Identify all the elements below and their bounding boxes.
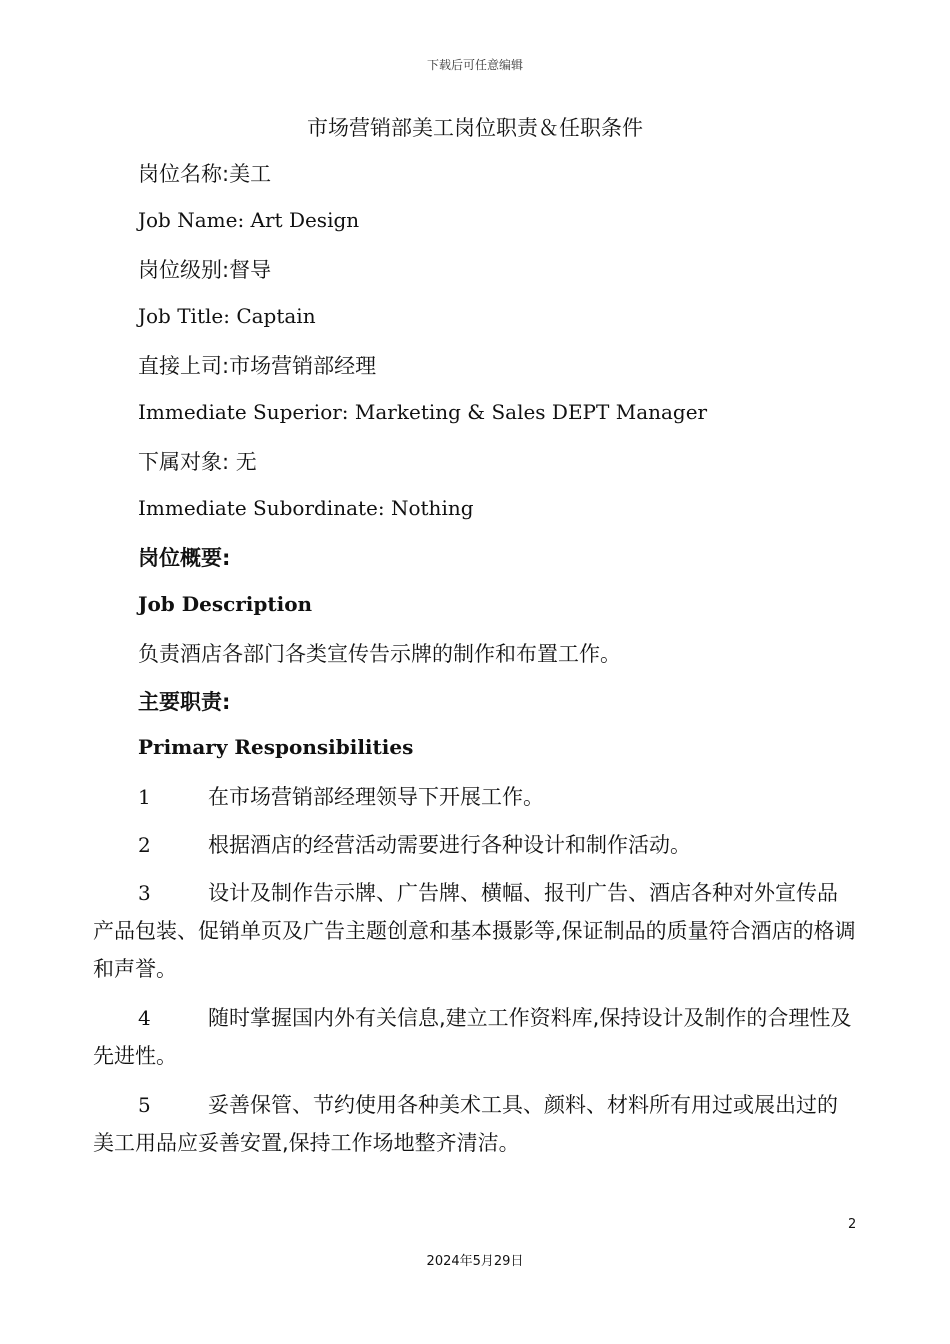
responsibility-item-4 bbox=[93, 999, 858, 1075]
responsibility-item-3 bbox=[93, 874, 858, 988]
page-number: 2 bbox=[848, 1217, 857, 1232]
overview-heading-en: Job Description bbox=[138, 592, 313, 616]
item-number: 4 bbox=[138, 1006, 151, 1030]
item-number: 1 bbox=[138, 785, 151, 809]
subordinate-en: Immediate Subordinate: Nothing bbox=[138, 496, 474, 520]
job-name-cn: 岗位名称:美工 bbox=[138, 162, 272, 186]
responsibilities-heading-en: Primary Responsibilities bbox=[138, 735, 414, 759]
overview-heading-cn: 岗位概要: bbox=[138, 546, 231, 570]
responsibility-item-5 bbox=[93, 1086, 858, 1162]
responsibility-item-1 bbox=[93, 778, 858, 816]
job-name-en: Job Name: Art Design bbox=[138, 208, 360, 232]
job-level-cn: 岗位级别:督导 bbox=[138, 258, 272, 282]
header-note: 下载后可任意编辑 bbox=[426, 58, 523, 72]
responsibilities-heading-cn: 主要职责: bbox=[138, 690, 231, 714]
superior-en: Immediate Superior: Marketing & Sales DEPT Manager bbox=[138, 400, 708, 424]
responsibility-item-2 bbox=[93, 826, 858, 864]
item-text: 设计及制作告示牌、广告牌、横幅、报刊广告、酒店各种对外宣传品产品包装、促销单页及广告主题创意和基本摄影等,保证制品的质量符合酒店的格调和声誉。 bbox=[93, 881, 856, 981]
footer-date: 2024年5月29日 bbox=[426, 1254, 524, 1269]
item-number: 5 bbox=[138, 1093, 151, 1117]
item-number: 3 bbox=[138, 881, 151, 905]
overview-text: 负责酒店各部门各类宣传告示牌的制作和布置工作。 bbox=[138, 642, 621, 666]
item-text: 随时掌握国内外有关信息,建立工作资料库,保持设计及制作的合理性及先进性。 bbox=[93, 1006, 852, 1068]
item-text: 在市场营销部经理领导下开展工作。 bbox=[208, 785, 544, 809]
item-text: 根据酒店的经营活动需要进行各种设计和制作活动。 bbox=[208, 833, 691, 857]
superior-cn: 直接上司:市场营销部经理 bbox=[138, 354, 377, 378]
item-text: 妥善保管、节约使用各种美术工具、颜料、材料所有用过或展出过的美工用品应妥善安置,保持工作场地整齐清洁。 bbox=[93, 1093, 838, 1155]
item-number: 2 bbox=[138, 833, 151, 857]
job-title-en: Job Title: Captain bbox=[138, 304, 316, 328]
subordinate-cn: 下属对象: 无 bbox=[138, 450, 257, 474]
document-title: 市场营销部美工岗位职责＆任职条件 bbox=[307, 116, 643, 140]
